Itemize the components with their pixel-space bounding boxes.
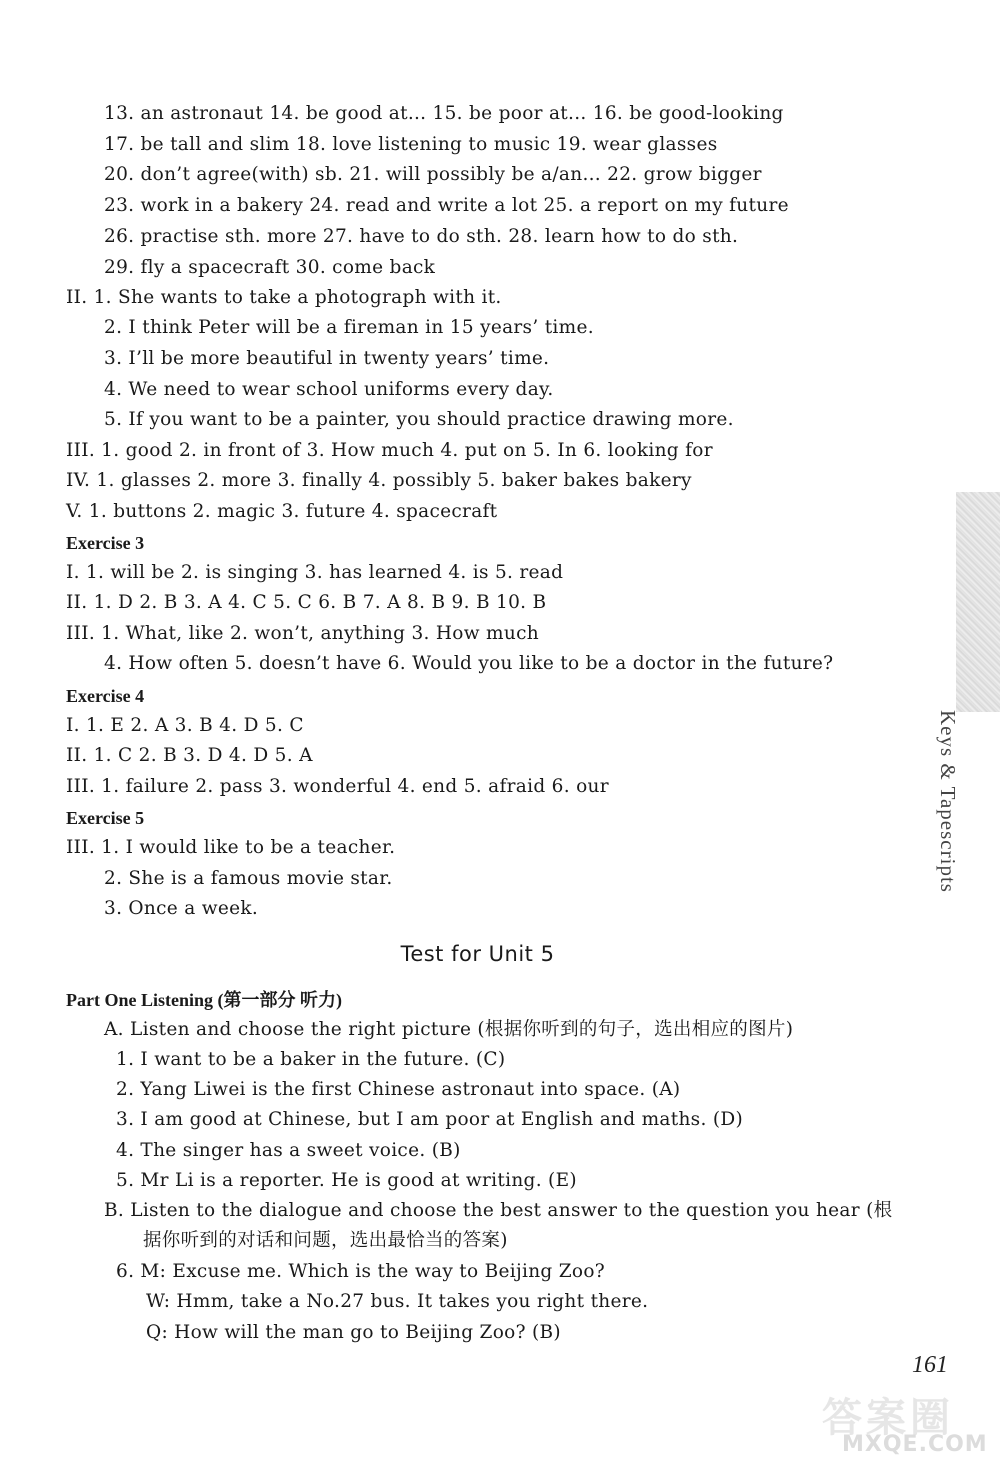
tapescript-line: 2. Yang Liwei is the first Chinese astronaut into space. (A)	[116, 1079, 681, 1100]
answer-line: 17. be tall and slim 18. love listening to music 19. wear glasses	[104, 134, 718, 155]
answer-line: 29. fly a spacecraft 30. come back	[104, 257, 436, 278]
tapescript-line: 3. I am good at Chinese, but I am poor at English and maths. (D)	[116, 1109, 744, 1130]
answer-line: 3. Once a week.	[104, 898, 259, 919]
side-tab-texture	[956, 492, 1000, 712]
exercise-heading: Exercise 3	[66, 533, 145, 553]
tapescript-line: 5. Mr Li is a reporter. He is good at writing. (E)	[116, 1170, 577, 1191]
tapescript-line: Q: How will the man go to Beijing Zoo? (B)	[146, 1322, 561, 1343]
instruction-line: B. Listen to the dialogue and choose the best answer to the question you hear (根	[104, 1200, 893, 1221]
tapescript-line: W: Hmm, take a No.27 bus. It takes you right there.	[146, 1291, 649, 1312]
answer-line: 4. We need to wear school uniforms every day.	[104, 379, 554, 400]
answer-line: I. 1. will be 2. is singing 3. has learned 4. is 5. read	[66, 562, 564, 583]
page-number: 161	[912, 1352, 948, 1378]
instruction-line: 据你听到的对话和问题，选出最恰当的答案)	[143, 1230, 508, 1251]
answer-line: 4. How often 5. doesn’t have 6. Would you like to be a doctor in the future?	[104, 653, 834, 674]
answer-line: 13. an astronaut 14. be good at... 15. be poor at... 16. be good-looking	[104, 103, 784, 124]
section-title: Test for Unit 5	[400, 942, 555, 966]
side-section-label: Keys & Tapescripts	[936, 710, 960, 893]
answer-line: 5. If you want to be a painter, you should practice drawing more.	[104, 409, 734, 430]
tapescript-line: 1. I want to be a baker in the future. (C)	[116, 1049, 506, 1070]
tapescript-line: 4. The singer has a sweet voice. (B)	[116, 1140, 461, 1161]
answer-line: III. 1. good 2. in front of 3. How much 4. put on 5. In 6. looking for	[66, 440, 713, 461]
part-heading: Part One Listening (第一部分 听力)	[66, 990, 342, 1010]
answer-line: III. 1. What, like 2. won’t, anything 3. How much	[66, 623, 539, 644]
tapescript-line: 6. M: Excuse me. Which is the way to Beijing Zoo?	[116, 1261, 605, 1282]
answer-line: 2. I think Peter will be a fireman in 15 years’ time.	[104, 317, 594, 338]
answer-line: 2. She is a famous movie star.	[104, 868, 393, 889]
answer-line: 3. I’ll be more beautiful in twenty years’ time.	[104, 348, 550, 369]
answer-line: 20. don’t agree(with) sb. 21. will possibly be a/an... 22. grow bigger	[104, 164, 762, 185]
answer-line: II. 1. D 2. B 3. A 4. C 5. C 6. B 7. A 8. B 9. B 10. B	[66, 592, 547, 613]
instruction-line: A. Listen and choose the right picture (根据你听到的句子，选出相应的图片)	[104, 1019, 794, 1040]
answer-line: 23. work in a bakery 24. read and write a lot 25. a report on my future	[104, 195, 789, 216]
answer-line: 26. practise sth. more 27. have to do sth. 28. learn how to do sth.	[104, 226, 739, 247]
answer-line: III. 1. I would like to be a teacher.	[66, 837, 396, 858]
watermark-url: MXQE.COM	[842, 1432, 988, 1457]
answer-line: III. 1. failure 2. pass 3. wonderful 4. end 5. afraid 6. our	[66, 776, 609, 797]
answer-line: I. 1. E 2. A 3. B 4. D 5. C	[66, 715, 304, 736]
exercise-heading: Exercise 5	[66, 808, 145, 828]
answer-line: II. 1. She wants to take a photograph with it.	[66, 287, 502, 308]
watermark-logo: 答案圈	[822, 1395, 954, 1441]
answer-line: IV. 1. glasses 2. more 3. finally 4. possibly 5. baker bakes bakery	[66, 470, 692, 491]
answer-line: V. 1. buttons 2. magic 3. future 4. spacecraft	[66, 501, 498, 522]
exercise-heading: Exercise 4	[66, 686, 145, 706]
answer-line: II. 1. C 2. B 3. D 4. D 5. A	[66, 745, 313, 766]
